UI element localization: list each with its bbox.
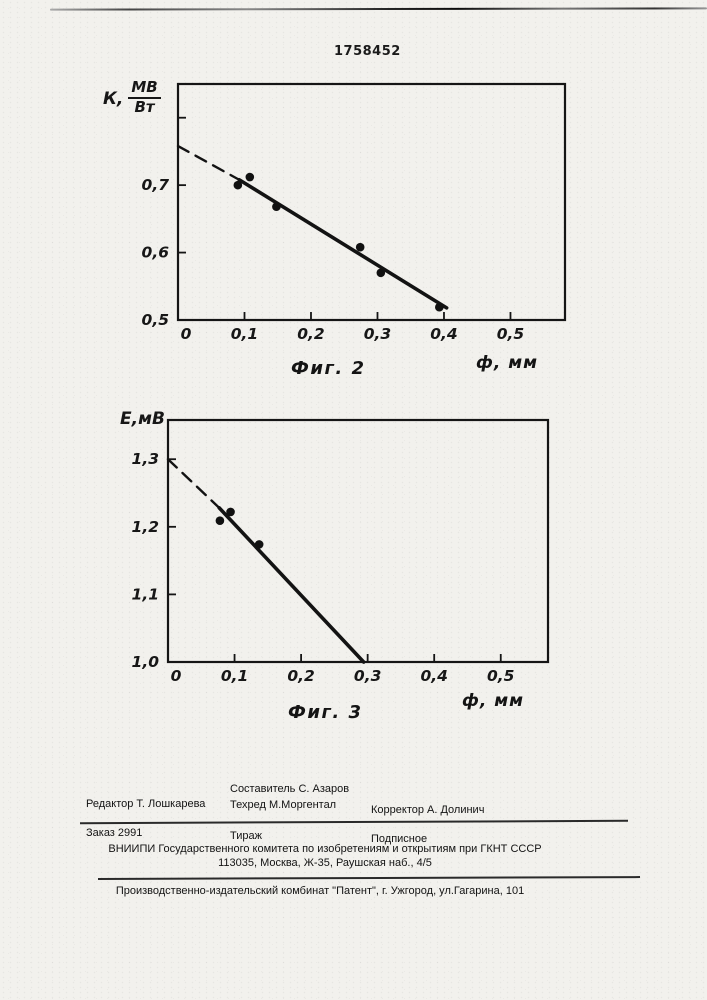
data-point bbox=[435, 303, 444, 312]
data-point bbox=[246, 173, 255, 182]
x-tick-label: 0 bbox=[170, 667, 182, 685]
y-tick-label: 1,2 bbox=[131, 517, 159, 536]
data-point bbox=[226, 508, 235, 517]
data-point bbox=[216, 516, 225, 525]
chart-canvas bbox=[108, 408, 568, 708]
footer-divider-top bbox=[80, 820, 628, 824]
y-tick-label: 1,1 bbox=[131, 585, 159, 604]
y-tick-label: 0,6 bbox=[141, 243, 169, 262]
chart-canvas bbox=[115, 72, 585, 350]
x-tick-label: 0,1 bbox=[220, 667, 249, 685]
x-tick-label: 0,5 bbox=[487, 667, 515, 685]
footer-techred: Техред М.Моргентал bbox=[230, 799, 337, 811]
footer-corrector: Корректор А. Долинич bbox=[371, 804, 485, 816]
plot-frame bbox=[178, 84, 565, 320]
data-point bbox=[272, 202, 281, 211]
data-point bbox=[356, 243, 365, 252]
trend-solid bbox=[239, 180, 446, 308]
trend-dashed bbox=[178, 146, 239, 180]
fig3-chart bbox=[108, 408, 568, 708]
fig2-x-axis-label: ф, мм bbox=[476, 353, 539, 373]
x-tick-label: 0,4 bbox=[420, 667, 448, 685]
footer-podpisnoe: Подписное bbox=[371, 833, 428, 845]
x-tick-label: 0 bbox=[180, 325, 192, 343]
fig3-y-axis-label: Е,мВ bbox=[120, 409, 165, 429]
fraction-numerator: МВ bbox=[128, 80, 160, 99]
fig3-caption: Фиг. 3 bbox=[288, 702, 363, 723]
footer-tirazh: Тираж bbox=[230, 830, 262, 842]
fig2-chart bbox=[115, 72, 585, 350]
data-point bbox=[377, 269, 386, 278]
footer-divider-bottom bbox=[98, 876, 640, 879]
footer-compiler: Составитель С. Азаров bbox=[230, 783, 350, 795]
y-tick-label: 0,7 bbox=[141, 176, 169, 195]
x-tick-label: 0,4 bbox=[430, 325, 458, 343]
footer-vniipi-line: ВНИИПИ Государственного комитета по изобретениям и открытиям при ГКНТ СССР bbox=[108, 843, 542, 855]
y-tick-label: 0,5 bbox=[141, 311, 169, 329]
data-point bbox=[255, 540, 264, 549]
footer-plant-line: Производственно-издательский комбинат "Патент", г. Ужгород, ул.Гагарина, 101 bbox=[115, 885, 525, 897]
footer-order-number: Заказ 2991 bbox=[86, 827, 143, 839]
patent-number: 1758452 bbox=[334, 44, 401, 59]
trend-solid bbox=[219, 508, 363, 662]
x-tick-label: 0,3 bbox=[363, 325, 392, 343]
x-tick-label: 0,2 bbox=[297, 325, 325, 343]
fig2-y-label-symbol: К, bbox=[103, 89, 124, 109]
footer-address-line: 113035, Москва, Ж-35, Раушская наб., 4/5 bbox=[218, 857, 432, 869]
x-tick-label: 0,1 bbox=[230, 325, 259, 343]
page-edge-line bbox=[50, 7, 707, 10]
x-tick-label: 0,2 bbox=[287, 667, 315, 685]
fig2-caption: Фиг. 2 bbox=[291, 358, 366, 379]
x-tick-label: 0,3 bbox=[353, 667, 382, 685]
x-tick-label: 0,5 bbox=[496, 325, 525, 343]
footer-editor: Редактор Т. Лошкарева bbox=[86, 798, 206, 810]
fig3-x-axis-label: ф, мм bbox=[462, 691, 525, 711]
fraction-denominator: Вт bbox=[134, 97, 155, 116]
y-tick-label: 1,0 bbox=[131, 653, 159, 671]
trend-dashed bbox=[168, 459, 219, 508]
plot-frame bbox=[168, 420, 548, 662]
y-tick-label: 1,3 bbox=[131, 450, 159, 469]
data-point bbox=[234, 181, 243, 190]
